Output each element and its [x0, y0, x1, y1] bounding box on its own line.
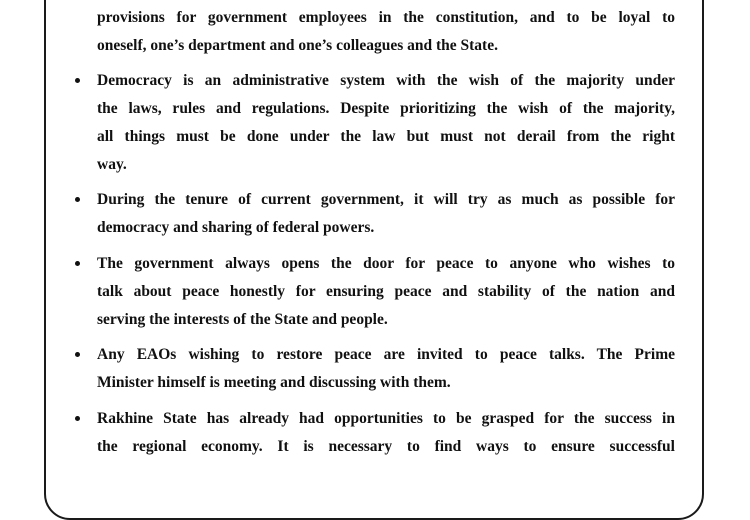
bullet-icon	[74, 405, 82, 433]
bullet-paragraph-tenure	[97, 186, 675, 242]
text-line: Rakhine State has already had opportunities to be grasped for the success in	[97, 410, 675, 427]
bullet-paragraph-democracy	[97, 67, 675, 179]
text-line: way.	[97, 156, 127, 173]
text-line: democracy and sharing of federal powers.	[97, 219, 375, 236]
text-line: oneself, one’s department and one’s colleagues and the State.	[97, 37, 498, 54]
text-line: The government always opens the door for peace to anyone who wishes to	[97, 255, 675, 272]
bullet-icon	[74, 67, 82, 95]
text-line: all things must be done under the law but must not derail from the right	[97, 128, 675, 145]
text-line: Minister himself is meeting and discussing with them.	[97, 374, 451, 391]
bullet-icon	[74, 341, 82, 369]
text-line: During the tenure of current government, it will try as much as possible for	[97, 191, 675, 208]
bullet-icon	[74, 250, 82, 278]
text-line: the laws, rules and regulations. Despite prioritizing the wish of the majority,	[97, 100, 675, 117]
text-line: talk about peace honestly for ensuring peace and stability of the nation and	[97, 283, 675, 300]
bullet-icon	[74, 186, 82, 214]
text-line: Democracy is an administrative system with the wish of the majority under	[97, 72, 675, 89]
bullet-paragraph-peace-door	[97, 250, 675, 334]
bullet-paragraph-rakhine	[97, 405, 675, 461]
text-line: serving the interests of the State and people.	[97, 311, 388, 328]
text-line: the regional economy. It is necessary to find ways to ensure successful	[97, 438, 675, 455]
paragraph-continuation	[97, 4, 675, 60]
bullet-paragraph-eaos	[97, 341, 675, 397]
text-line: Any EAOs wishing to restore peace are invited to peace talks. The Prime	[97, 346, 675, 363]
text-line: provisions for government employees in the constitution, and to be loyal to	[97, 9, 675, 26]
